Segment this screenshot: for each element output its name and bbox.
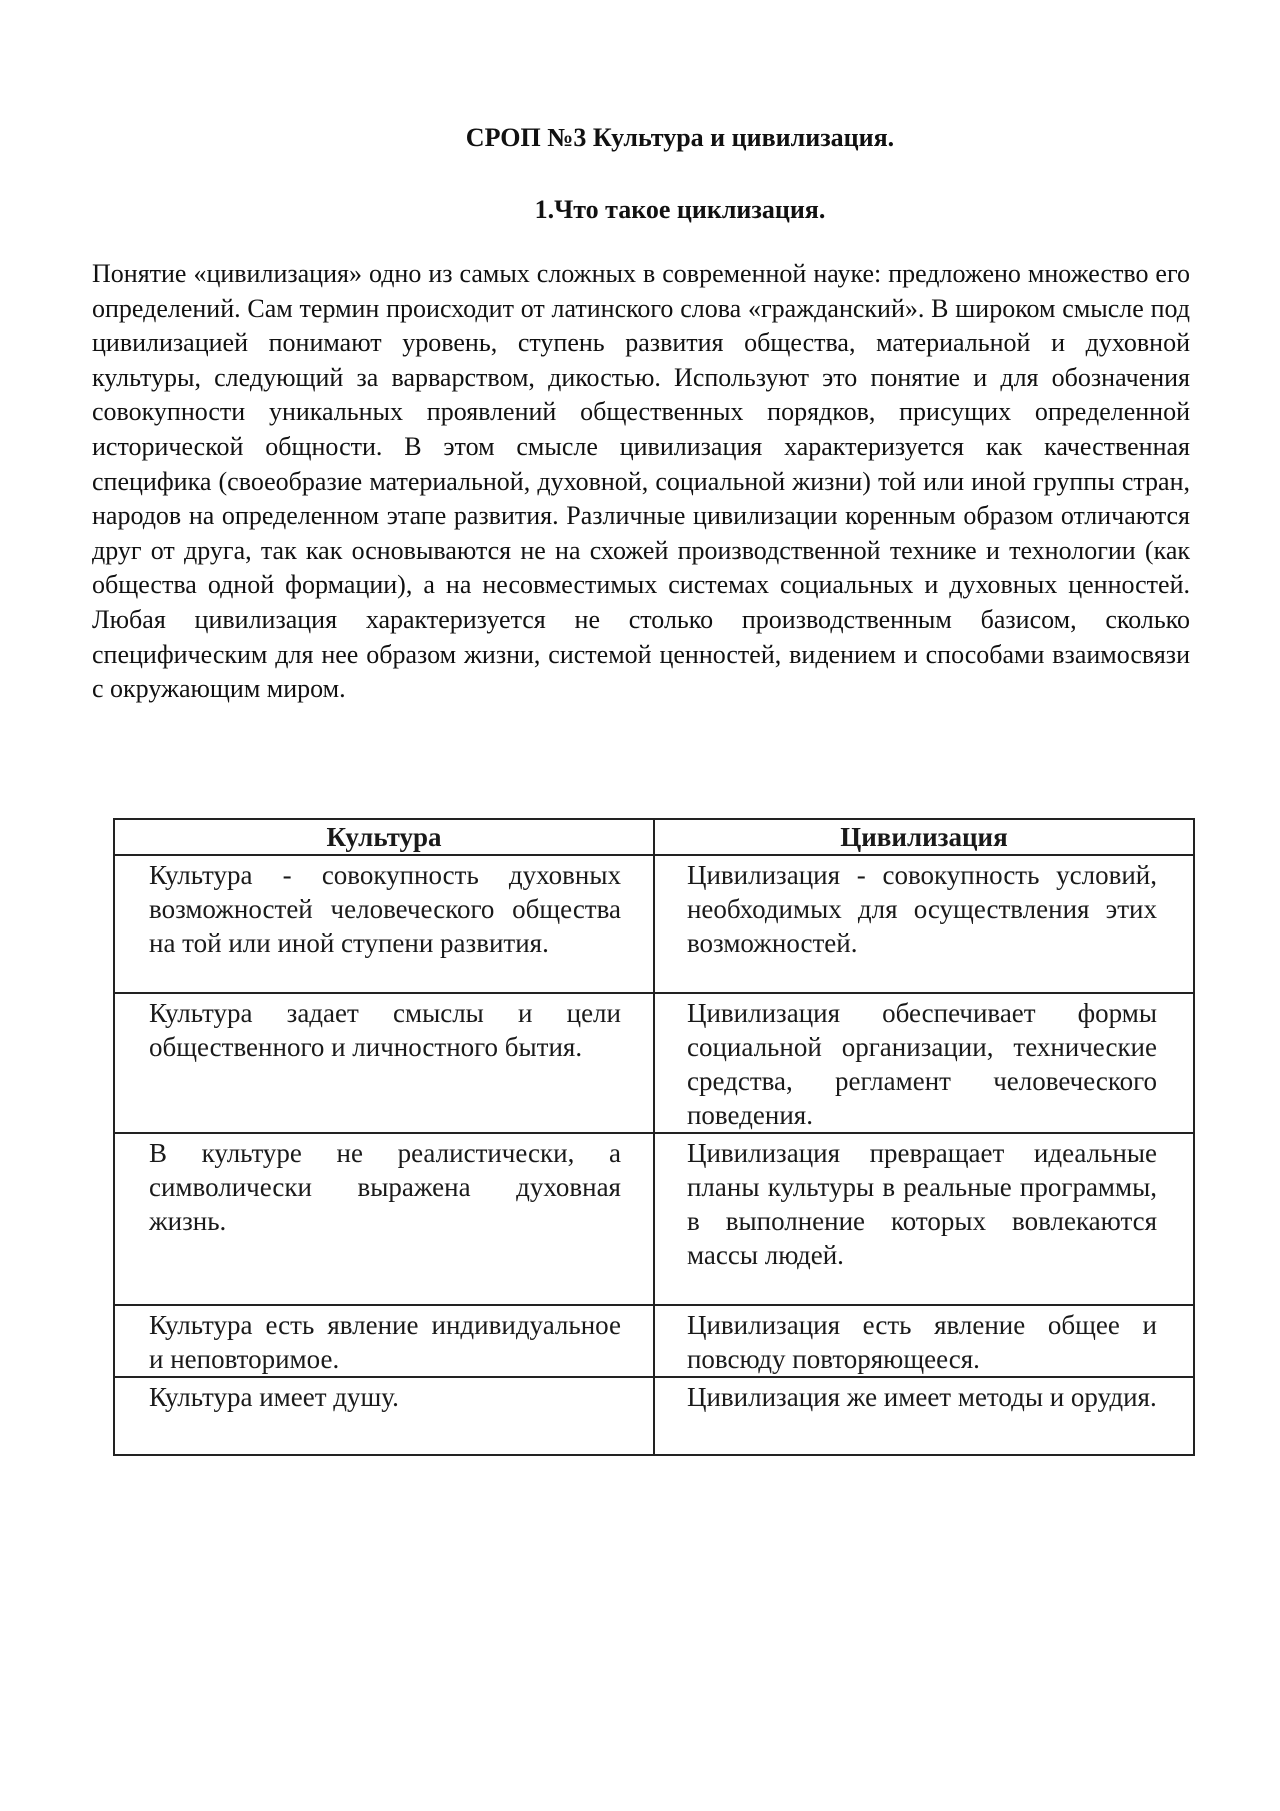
column-header-civilization: Цивилизация [654, 819, 1194, 855]
column-header-culture: Культура [114, 819, 654, 855]
document-title: СРОП №3 Культура и цивилизация. [465, 123, 895, 152]
culture-cell: Культура имеет душу. [114, 1377, 654, 1455]
culture-cell: Культура задает смыслы и цели общественного и личностного бытия. [114, 993, 654, 1133]
civilization-cell: Цивилизация обеспечивает формы социальной организации, технические средства, регламент человеческого поведения. [654, 993, 1194, 1133]
table-row [114, 1133, 1194, 1305]
section-heading: 1.Что такое циклизация. [534, 195, 826, 224]
table-row [114, 855, 1194, 993]
body-paragraph: Понятие «цивилизация» одно из самых сложных в современной науке: предложено множество его определений. Сам термин происходит от латинского слова «гражданский». В широком смысле под цивилизацией понимают уровень, ступень развития общества, материальной и духовной культуры, следующий за варварством, дикостью. Используют это понятие и для обозначения совокупности уникальных проявлений общественных порядков, присущих определенной исторической общности. В этом смысле цивилизация характеризуется как качественная специфика (своеобразие материальной, духовной, социальной жизни) той или иной группы стран, народов на определенном этапе развития. Различные цивилизации коренным образом отличаются друг от друга, так как основываются не на схожей производственной технике и технологии (как общества одной формации), а на несовместимых системах социальных и духовных ценностей. Любая цивилизация характеризуется не столько производственным базисом, сколько специфическим для нее образом жизни, системой ценностей, видением и способами взаимосвязи с окружающим миром. [92, 259, 1190, 704]
civilization-cell: Цивилизация же имеет методы и орудия. [654, 1377, 1194, 1455]
table-header-row [114, 819, 1194, 855]
culture-cell: В культуре не реалистически, а символически выражена духовная жизнь. [114, 1133, 654, 1305]
comparison-table [113, 818, 1195, 1456]
table-row [114, 1377, 1194, 1455]
culture-cell: Культура есть явление индивидуальное и неповторимое. [114, 1305, 654, 1377]
table-row [114, 993, 1194, 1133]
civilization-cell: Цивилизация - совокупность условий, необходимых для осуществления этих возможностей. [654, 855, 1194, 993]
civilization-cell: Цивилизация есть явление общее и повсюду повторяющееся. [654, 1305, 1194, 1377]
civilization-cell: Цивилизация превращает идеальные планы культуры в реальные программы, в выполнение которых вовлекаются массы людей. [654, 1133, 1194, 1305]
culture-cell: Культура - совокупность духовных возможностей человеческого общества на той или иной ступени развития. [114, 855, 654, 993]
table-row [114, 1305, 1194, 1377]
